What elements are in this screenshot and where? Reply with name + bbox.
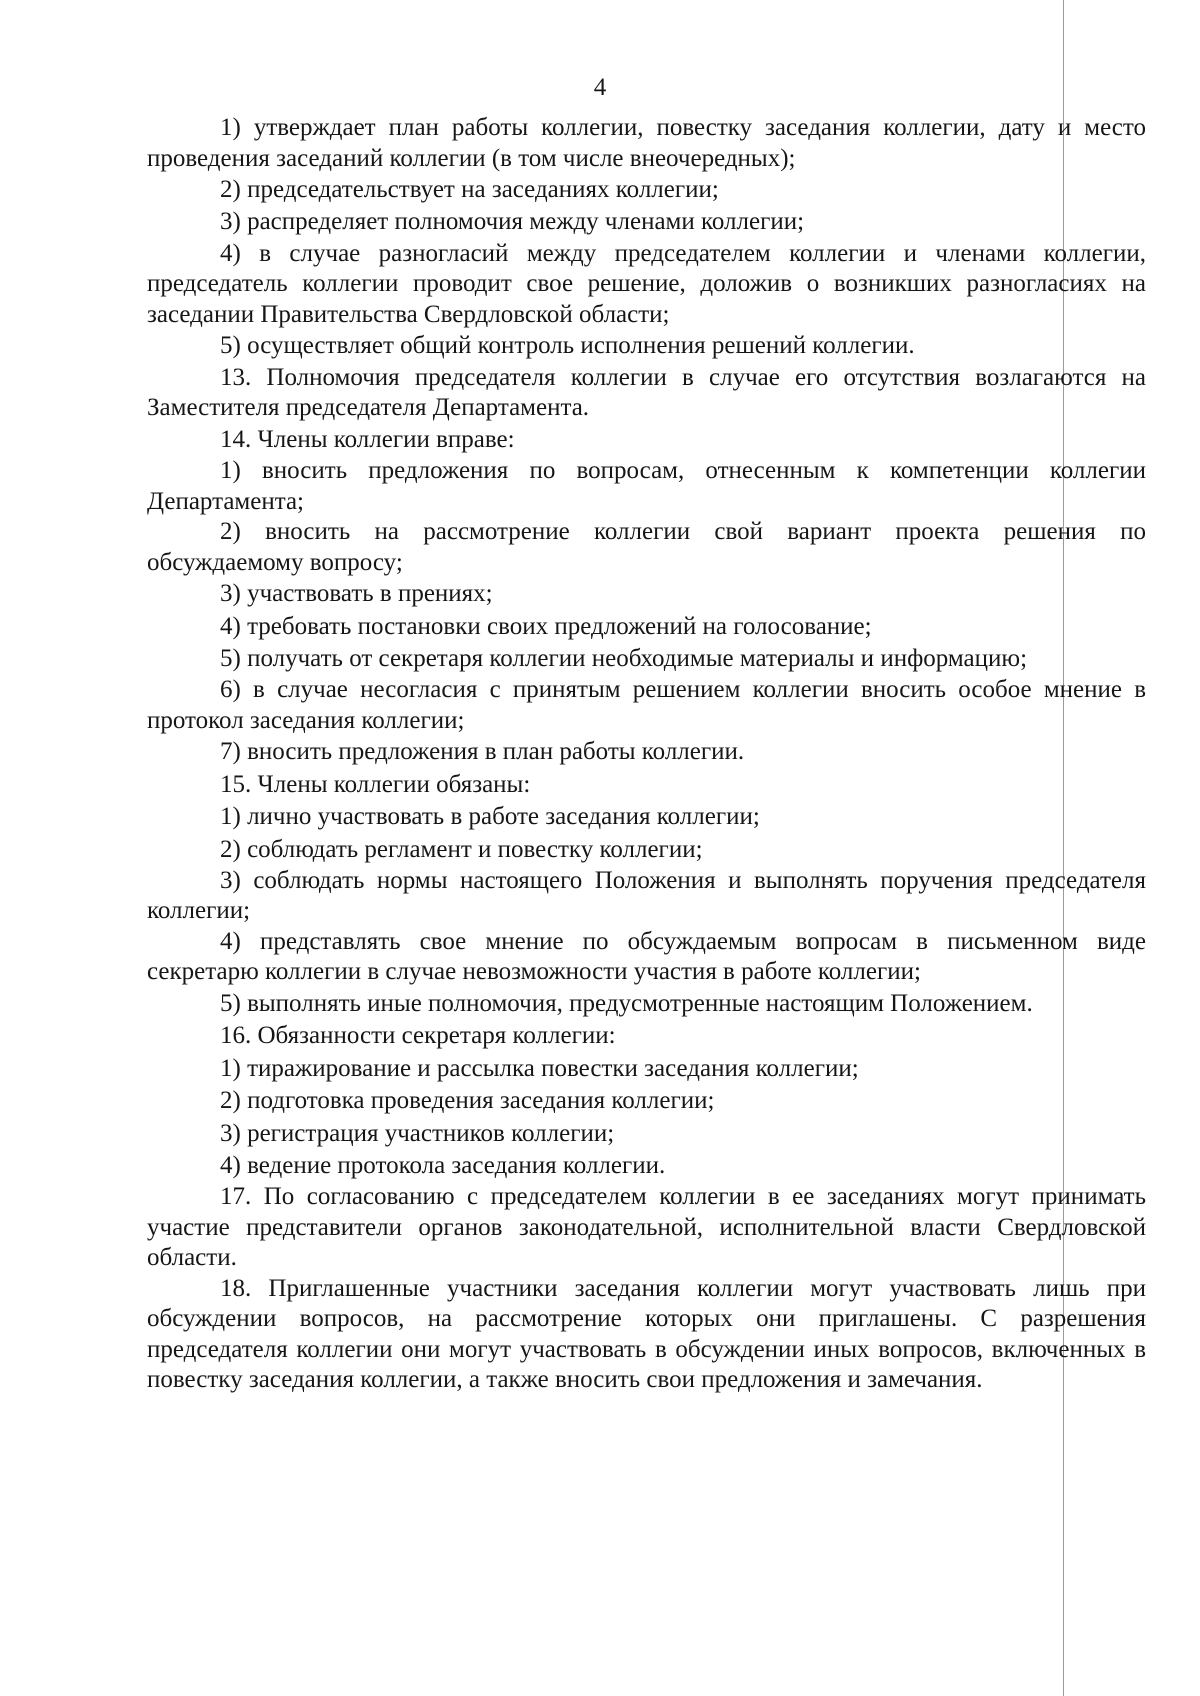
paragraph-section-17: 17. По согласованию с председателем коллегии в ее заседаниях могут принимать участие представители органов законодательной, исполнительной власти Свердловской области.	[147, 1183, 1146, 1272]
paragraph-section-15: 15. Члены коллегии обязаны:	[220, 770, 531, 798]
paragraph-secretary-duty-2: 2) подготовка проведения заседания коллегии;	[220, 1087, 715, 1115]
paragraph-section-14: 14. Члены коллегии вправе:	[220, 425, 515, 453]
paragraph-secretary-duty-4: 4) ведение протокола заседания коллегии.	[220, 1152, 666, 1179]
paragraph-member-right-7: 7) вносить предложения в план работы коллегии.	[220, 738, 745, 766]
paragraph-secretary-duty-3: 3) регистрация участников коллегии;	[220, 1119, 615, 1147]
paragraph-chair-duty-3: 3) распределяет полномочия между членами коллегии;	[220, 208, 805, 236]
paragraph-member-duty-2: 2) соблюдать регламент и повестку коллегии;	[220, 835, 703, 863]
paragraph-section-16: 16. Обязанности секретаря коллегии:	[220, 1022, 616, 1050]
paragraph-section-18: 18. Приглашенные участники заседания коллегии могут участвовать лишь при обсуждении вопросов, на рассмотрение которых они приглашены. С разрешения председателя коллегии они могут участвовать в обсуждении иных вопросов, включенных в повестку заседания коллегии, а также вносить свои предложения и замечания.	[147, 1274, 1146, 1394]
paragraph-chair-duty-2: 2) председательствует на заседаниях коллегии;	[220, 176, 719, 203]
paragraph-chair-duty-5: 5) осуществляет общий контроль исполнения решений коллегии.	[220, 332, 915, 360]
paragraph-member-right-4: 4) требовать постановки своих предложений на голосование;	[220, 612, 872, 640]
paragraph-member-right-2: 2) вносить на рассмотрение коллегии свой вариант проекта решения по обсуждаемому вопросу;	[147, 518, 1146, 576]
paragraph-member-right-5: 5) получать от секретаря коллегии необходимые материалы и информацию;	[220, 644, 1028, 672]
paragraph-member-duty-4: 4) представлять свое мнение по обсуждаемым вопросам в письменном виде секретарю коллегии в случае невозможности участия в работе коллегии;	[147, 927, 1146, 986]
paragraph-member-duty-1: 1) лично участвовать в работе заседания коллегии;	[220, 803, 760, 831]
paragraph-member-right-3: 3) участвовать в прениях;	[220, 580, 493, 608]
paragraph-member-right-1: 1) вносить предложения по вопросам, отнесенным к компетенции коллегии Департамента;	[147, 457, 1146, 515]
paragraph-chair-duty-4: 4) в случае разногласий между председателем коллегии и членами коллегии, председатель коллегии проводит свое решение, доложив о возникших разногласиях на заседании Правительства Свердловской области;	[147, 239, 1146, 328]
paragraph-member-duty-5: 5) выполнять иные полномочия, предусмотренные настоящим Положением.	[220, 989, 1033, 1017]
paragraph-chair-duty-1: 1) утверждает план работы коллегии, повестку заседания коллегии, дату и место проведения заседаний коллегии (в том числе внеочередных);	[147, 114, 1146, 172]
paragraph-secretary-duty-1: 1) тиражирование и рассылка повестки заседания коллегии;	[220, 1054, 859, 1082]
paragraph-member-right-6: 6) в случае несогласия с принятым решением коллегии вносить особое мнение в протокол заседания коллегии;	[147, 676, 1146, 734]
paragraph-section-13: 13. Полномочия председателя коллегии в случае его отсутствия возлагаются на Заместителя председателя Департамента.	[147, 363, 1146, 422]
page-number: 4	[593, 74, 607, 101]
document-body	[147, 113, 1146, 1396]
paragraph-member-duty-3: 3) соблюдать нормы настоящего Положения и выполнять поручения председателя коллегии;	[147, 866, 1146, 925]
